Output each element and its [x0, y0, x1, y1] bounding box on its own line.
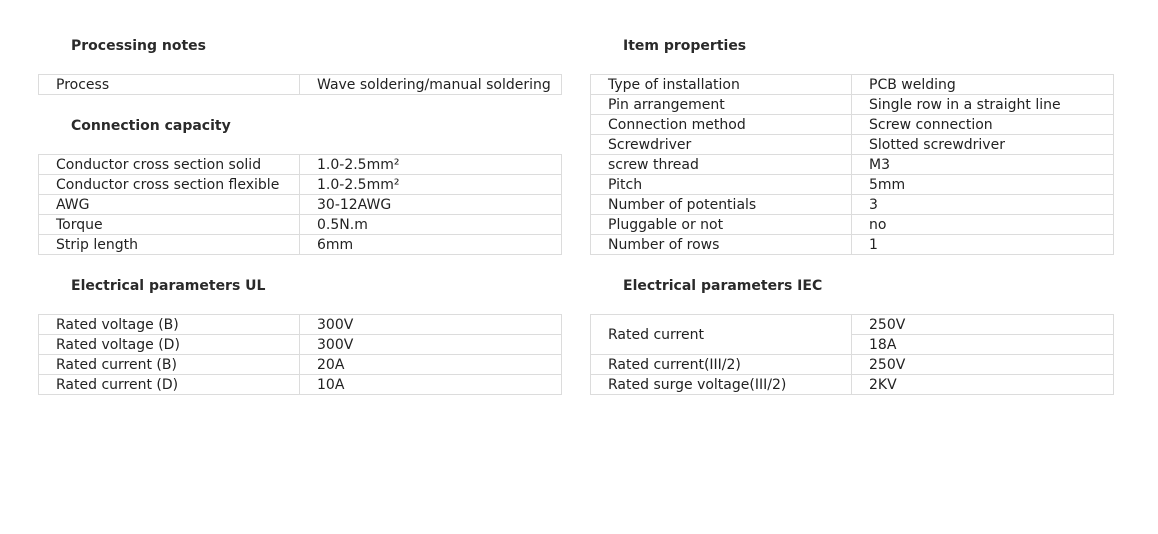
- spec-label: Strip length: [39, 235, 300, 255]
- table-row: [591, 95, 1114, 115]
- table-row: [39, 335, 562, 355]
- spec-label: Pluggable or not: [591, 215, 852, 235]
- electrical-ul-table: [38, 314, 562, 395]
- spec-label: Torque: [39, 215, 300, 235]
- spec-label: Screwdriver: [591, 135, 852, 155]
- item-properties-table: [590, 74, 1114, 255]
- spec-value: 10A: [300, 375, 562, 395]
- spec-value: 2KV: [852, 375, 1114, 395]
- spec-label: Type of installation: [591, 75, 852, 95]
- spec-label: Rated voltage (B): [39, 315, 300, 335]
- spec-value: 250V: [852, 315, 1114, 335]
- spec-label: Number of potentials: [591, 195, 852, 215]
- spec-label: Connection method: [591, 115, 852, 135]
- spec-value: 5mm: [852, 175, 1114, 195]
- spec-value: 3: [852, 195, 1114, 215]
- table-row: [39, 75, 562, 95]
- spec-value: 6mm: [300, 235, 562, 255]
- table-row: [39, 175, 562, 195]
- spec-value: Screw connection: [852, 115, 1114, 135]
- spec-label: Conductor cross section flexible: [39, 175, 300, 195]
- spec-label: Rated voltage (D): [39, 335, 300, 355]
- spec-label: Conductor cross section solid: [39, 155, 300, 175]
- spec-label: Process: [39, 75, 300, 95]
- spec-value: Slotted screwdriver: [852, 135, 1114, 155]
- spec-value: 1.0-2.5mm²: [300, 155, 562, 175]
- table-row: [39, 155, 562, 175]
- item-properties-title: Item properties: [623, 38, 747, 54]
- spec-value: 300V: [300, 335, 562, 355]
- table-row: [591, 75, 1114, 95]
- spec-label: Number of rows: [591, 235, 852, 255]
- spec-label: Rated current (B): [39, 355, 300, 375]
- spec-value: 1.0-2.5mm²: [300, 175, 562, 195]
- spec-value: Wave soldering/manual soldering: [300, 75, 562, 95]
- spec-value: 300V: [300, 315, 562, 335]
- connection-capacity-title: Connection capacity: [71, 118, 231, 134]
- table-row: [591, 355, 1114, 375]
- spec-label: Pitch: [591, 175, 852, 195]
- processing-notes-table: [38, 74, 562, 95]
- table-row: [39, 375, 562, 395]
- table-row: [39, 195, 562, 215]
- electrical-iec-table: [590, 314, 1114, 395]
- table-row: [591, 215, 1114, 235]
- table-row: [591, 235, 1114, 255]
- spec-label: Pin arrangement: [591, 95, 852, 115]
- spec-label: Rated current (D): [39, 375, 300, 395]
- spec-value: Single row in a straight line: [852, 95, 1114, 115]
- spec-value: 0.5N.m: [300, 215, 562, 235]
- spec-label: AWG: [39, 195, 300, 215]
- table-row: [591, 315, 1114, 335]
- table-row: [591, 375, 1114, 395]
- spec-value: 30-12AWG: [300, 195, 562, 215]
- electrical-ul-title: Electrical parameters UL: [71, 278, 266, 294]
- processing-notes-title: Processing notes: [71, 38, 207, 54]
- table-row: [591, 175, 1114, 195]
- table-row: [591, 155, 1114, 175]
- spec-value: no: [852, 215, 1114, 235]
- table-row: [39, 215, 562, 235]
- table-row: [591, 115, 1114, 135]
- spec-value: 18A: [852, 335, 1114, 355]
- spec-label: Rated current(III/2): [591, 355, 852, 375]
- spec-value: 250V: [852, 355, 1114, 375]
- spec-label: screw thread: [591, 155, 852, 175]
- spec-value: PCB welding: [852, 75, 1114, 95]
- connection-capacity-table: [38, 154, 562, 255]
- table-row: [591, 195, 1114, 215]
- table-row: [39, 315, 562, 335]
- spec-label: Rated surge voltage(III/2): [591, 375, 852, 395]
- spec-value: 1: [852, 235, 1114, 255]
- electrical-iec-title: Electrical parameters IEC: [623, 278, 823, 294]
- spec-value: M3: [852, 155, 1114, 175]
- table-row: [591, 135, 1114, 155]
- spec-label: Rated current: [591, 315, 852, 355]
- table-row: [39, 235, 562, 255]
- spec-value: 20A: [300, 355, 562, 375]
- table-row: [39, 355, 562, 375]
